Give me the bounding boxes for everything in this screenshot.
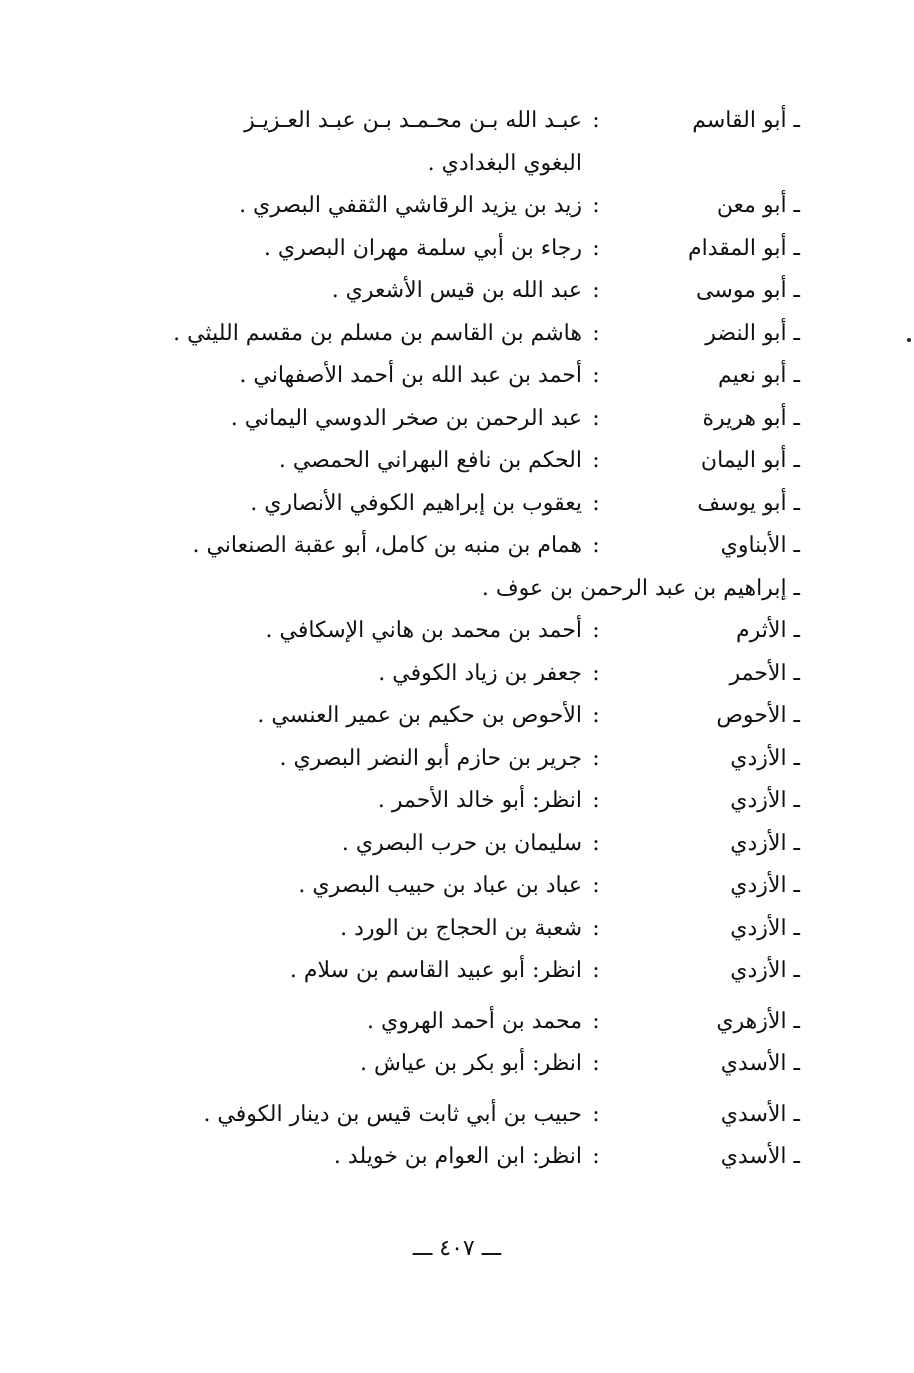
entry-kunya: ـ الأزهري — [716, 1008, 800, 1034]
entry-separator: : — [592, 830, 600, 856]
entry-description — [60, 313, 582, 356]
entry-separator: : — [592, 108, 600, 133]
entry-kunya: ـ الأزدي — [730, 958, 800, 983]
entry-description-line: انظر: أبو خالد الأحمر . — [377, 788, 582, 813]
entry-description — [60, 228, 582, 271]
entry-description — [60, 185, 582, 228]
index-entry — [60, 440, 800, 483]
entry-description — [60, 525, 582, 568]
entry-description-line: حبيب بن أبي ثابت قيس بن دينار الكوفي . — [203, 1101, 582, 1127]
index-entry — [60, 738, 800, 781]
entry-kunya: ـ الأسدي — [720, 1051, 800, 1076]
entry-kunya: ـ الأزدي — [730, 915, 800, 941]
index-entry — [60, 228, 800, 271]
entry-description-line: عباد بن عباد بن حبيب البصري . — [298, 873, 582, 898]
entry-kunya: ـ الأزدي — [730, 830, 800, 856]
entry-separator: : — [592, 490, 600, 516]
entry-description-line: محمد بن أحمد الهروي . — [366, 1008, 582, 1034]
entry-kunya: ـ أبو النضر — [705, 320, 800, 346]
entry-description-line: أحمد بن عبد الله بن أحمد الأصفهاني . — [239, 363, 582, 388]
entry-description-line: انظر: أبو بكر بن عياش . — [360, 1051, 582, 1076]
index-entry — [60, 1043, 800, 1086]
entry-kunya: ـ أبو المقدام — [688, 235, 800, 261]
entry-description-line: همام بن منبه بن كامل، أبو عقبة الصنعاني . — [192, 533, 582, 558]
entry-separator: : — [592, 618, 600, 643]
page-number: ـــ ٤٠٧ ـــ — [412, 1236, 502, 1261]
entry-description — [60, 398, 582, 441]
index-entry — [60, 100, 800, 185]
entry-full-text: ـ إبراهيم بن عبد الرحمن بن عوف . — [481, 575, 800, 601]
entry-kunya: ـ أبو نعيم — [717, 363, 800, 388]
index-entry — [60, 653, 800, 696]
entry-description-line: جعفر بن زياد الكوفي . — [378, 660, 582, 686]
index-entry — [60, 313, 800, 356]
entry-separator: : — [592, 958, 600, 983]
entry-description — [60, 1043, 582, 1086]
entry-description — [60, 738, 582, 781]
entry-separator: : — [592, 788, 600, 813]
index-entry — [60, 610, 800, 653]
entry-kunya: ـ الأحوص — [716, 703, 800, 728]
entry-description — [60, 695, 582, 738]
entry-description-line: جرير بن حازم أبو النضر البصري . — [279, 745, 582, 771]
entry-description — [60, 483, 582, 526]
entry-separator: : — [592, 915, 600, 941]
entry-separator: : — [592, 1051, 600, 1076]
entry-separator: : — [592, 363, 600, 388]
entry-description — [60, 610, 582, 653]
entry-description — [60, 653, 582, 696]
entry-description — [60, 780, 582, 823]
entry-separator: : — [592, 193, 600, 218]
index-entry — [60, 908, 800, 951]
entry-description-line: هاشم بن القاسم بن مسلم بن مقسم الليثي . — [173, 320, 582, 346]
kunya-index-list — [60, 100, 800, 1179]
entry-description — [60, 270, 582, 313]
entry-description — [60, 823, 582, 866]
entry-description — [60, 440, 582, 483]
entry-description-line: سليمان بن حرب البصري . — [341, 830, 582, 856]
index-entry — [60, 1001, 800, 1044]
entry-kunya: ـ الأزدي — [730, 745, 800, 771]
entry-kunya: ـ الأبناوي — [720, 533, 800, 558]
entry-description-line: رجاء بن أبي سلمة مهران البصري . — [263, 235, 582, 261]
entry-kunya: ـ الأثرم — [736, 618, 800, 643]
entry-separator: : — [592, 660, 600, 686]
index-entry — [60, 950, 800, 993]
entry-separator: : — [592, 873, 600, 898]
entry-separator: : — [592, 448, 600, 473]
index-entry — [60, 355, 800, 398]
scan-speck — [907, 338, 911, 342]
entry-separator: : — [592, 1144, 600, 1169]
entry-description-line: عبد الله بن قيس الأشعري . — [331, 278, 582, 303]
entry-description-line: عبد الرحمن بن صخر الدوسي اليماني . — [230, 405, 582, 431]
entry-description-line: أحمد بن محمد بن هاني الإسكافي . — [265, 618, 582, 643]
entry-kunya: ـ أبو يوسف — [697, 490, 800, 516]
entry-separator: : — [592, 533, 600, 558]
index-entry — [60, 568, 800, 611]
entry-kunya: ـ الأحمر — [729, 660, 800, 686]
index-entry — [60, 185, 800, 228]
index-entry — [60, 823, 800, 866]
entry-kunya: ـ الأسدي — [720, 1144, 800, 1169]
entry-description — [60, 950, 582, 993]
index-entry — [60, 865, 800, 908]
index-entry — [60, 1094, 800, 1137]
entry-separator: : — [592, 320, 600, 346]
entry-description-line: انظر: ابن العوام بن خويلد . — [333, 1144, 582, 1169]
entry-description — [60, 1001, 582, 1044]
entry-description — [60, 908, 582, 951]
entry-separator: : — [592, 703, 600, 728]
entry-description-line: الأحوص بن حكيم بن عمير العنسي . — [257, 703, 582, 728]
entry-description — [60, 1094, 582, 1137]
entry-description-line: يعقوب بن إبراهيم الكوفي الأنصاري . — [250, 490, 582, 516]
entry-description — [60, 1136, 582, 1179]
entry-separator: : — [592, 745, 600, 771]
index-entry — [60, 483, 800, 526]
entry-description-line: الحكم بن نافع البهراني الحمصي . — [278, 448, 582, 473]
entry-description-continuation: البغوي البغدادي . — [427, 150, 582, 176]
entry-kunya: ـ أبو القاسم — [692, 108, 800, 133]
entry-separator: : — [592, 235, 600, 261]
entry-description-line: زيد بن يزيد الرقاشي الثقفي البصري . — [239, 193, 582, 218]
entry-kunya: ـ أبو اليمان — [700, 448, 800, 473]
entry-description-line: انظر: أبو عبيد القاسم بن سلام . — [289, 958, 582, 983]
entry-kunya: ـ أبو هريرة — [702, 405, 800, 431]
index-entry — [60, 1136, 800, 1179]
index-entry — [60, 695, 800, 738]
index-entry — [60, 525, 800, 568]
entry-description — [60, 100, 582, 185]
entry-kunya: ـ الأزدي — [730, 788, 800, 813]
entry-kunya: ـ الأزدي — [730, 873, 800, 898]
index-entry — [60, 780, 800, 823]
entry-kunya: ـ أبو معن — [716, 193, 800, 218]
index-entry — [60, 398, 800, 441]
entry-description — [60, 355, 582, 398]
entry-separator: : — [592, 1101, 600, 1127]
entry-description-line: شعبة بن الحجاج بن الورد . — [340, 915, 582, 941]
entry-separator: : — [592, 405, 600, 431]
entry-description-line: عبـد الله بـن محـمـد بـن عبـد العـزيـز — [244, 108, 582, 133]
entry-separator: : — [592, 1008, 600, 1034]
index-entry — [60, 270, 800, 313]
entry-separator: : — [592, 278, 600, 303]
entry-description — [60, 865, 582, 908]
entry-kunya: ـ أبو موسى — [696, 278, 800, 303]
entry-kunya: ـ الأسدي — [720, 1101, 800, 1127]
